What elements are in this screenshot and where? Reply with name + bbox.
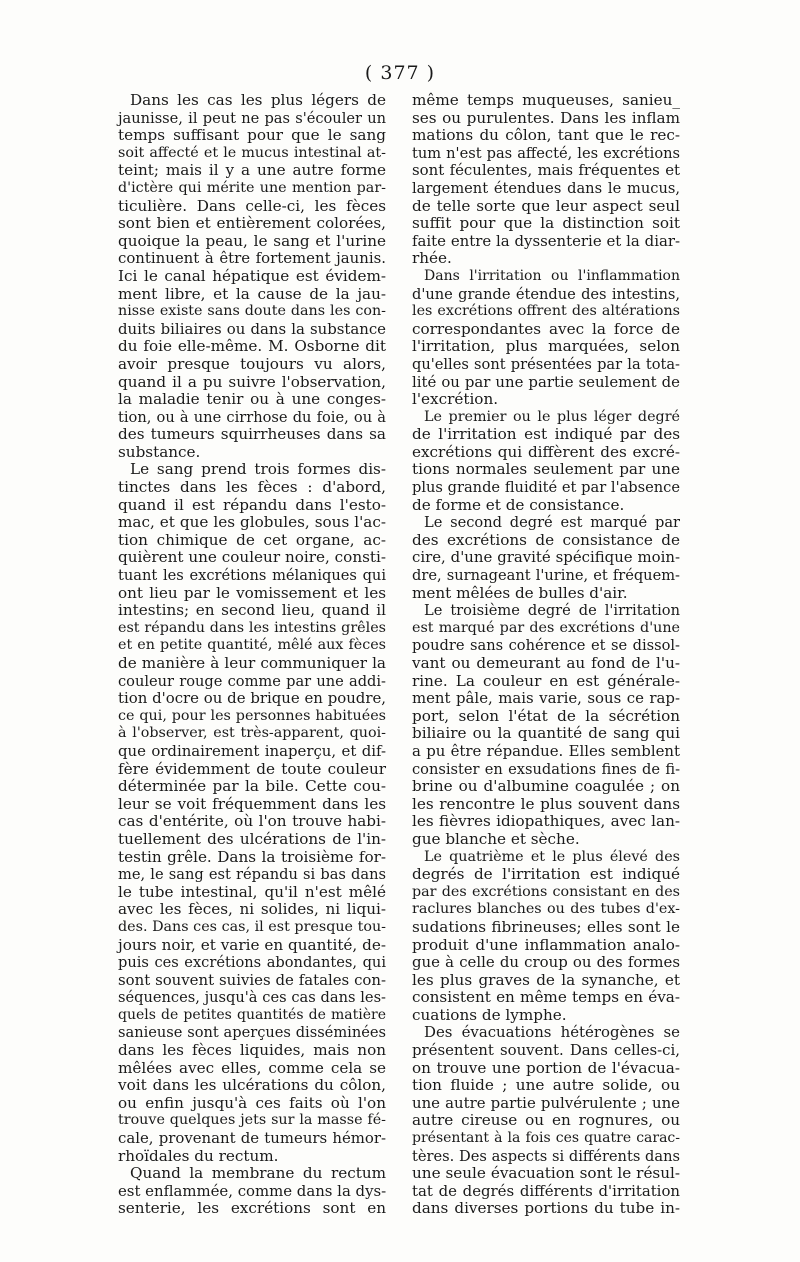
text-line: cire, d'une gravité spécifique moin-: [412, 548, 680, 567]
text-line: correspondantes avec la force de: [412, 319, 680, 338]
text-line: tat de degrés différents d'irritation: [412, 1181, 680, 1200]
text-line: poudre sans cohérence et se dissol-: [412, 637, 680, 655]
text-line: suffit pour que la distinction soit: [412, 214, 680, 233]
text-line: de telle sorte que leur aspect seul: [412, 196, 680, 215]
text-line: cas d'entérite, où l'on trouve habi-: [118, 812, 386, 831]
text-line: mêlées avec elles, comme cela se: [118, 1058, 386, 1077]
text-line: senterie, les excrétions sont en: [118, 1199, 386, 1218]
text-line: ment mêlées de bulles d'air.: [412, 583, 628, 602]
text-line: à l'observer, est très-apparent, quoi-: [118, 725, 386, 742]
text-line: nisse existe sans doute dans les con-: [118, 303, 386, 320]
text-line: tion d'ocre ou de brique en poudre,: [118, 689, 386, 708]
text-line: ses ou purulentes. Dans les inflam: [412, 108, 680, 127]
text-line: mac, et que les globules, sous l'ac-: [118, 513, 386, 532]
text-line: Ici le canal hépatique est évidem-: [118, 266, 386, 285]
text-line: sont féculentes, mais fréquentes et: [412, 161, 680, 180]
text-line: l'excrétion.: [412, 390, 499, 409]
text-line: temps suffisant pour que le sang: [118, 126, 386, 145]
text-line: consistent en même temps en éva-: [412, 988, 680, 1007]
text-line: raclures blanches ou des tubes d'ex-: [412, 901, 680, 918]
text-line: d'une grande étendue des intestins,: [412, 285, 680, 303]
text-line: des. Dans ces cas, il est presque tou-: [118, 918, 386, 935]
text-line: Le second degré est marqué par: [424, 514, 680, 532]
text-line: l'irritation, plus marquées, selon: [412, 337, 680, 356]
text-line: rhée.: [412, 249, 452, 268]
text-line: fère évidemment de toute couleur: [118, 759, 386, 778]
text-line: de manière à leur communiquer la: [118, 654, 386, 672]
text-line: largement étendues dans le mucus,: [412, 179, 680, 197]
text-line: continuent à être fortement jaunis.: [118, 249, 386, 268]
text-line: les plus graves de la synanche, et: [412, 970, 680, 989]
text-line: testin grêle. Dans la troisième for-: [118, 847, 386, 866]
text-line: avec les fèces, ni solides, ni liqui-: [118, 900, 386, 919]
text-line: le tube intestinal, qu'il n'est mêlé: [118, 882, 386, 901]
text-line: port, selon l'état de la sécrétion: [412, 706, 680, 725]
text-line: on trouve une portion de l'évacua-: [412, 1058, 680, 1077]
text-line: les rencontre le plus souvent dans: [412, 794, 680, 813]
text-line: produit d'une inflammation analo-: [412, 935, 680, 954]
text-line: d'ictère qui mérite une mention par-: [118, 179, 386, 196]
text-line: rhoïdales du rectum.: [118, 1146, 279, 1165]
right-column: [412, 92, 680, 1218]
text-line: tuant les excrétions mélaniques qui: [118, 567, 386, 585]
text-line: est marqué par des excrétions d'une: [412, 619, 680, 636]
text-line: et en petite quantité, mêlé aux fèces: [118, 637, 386, 654]
text-line: quels de petites quantités de matière: [118, 1006, 386, 1023]
text-line: une seule évacuation sont le résul-: [412, 1164, 680, 1183]
text-line: couleur rouge comme par une addi-: [118, 672, 386, 690]
text-line: par des excrétions consistant en des: [412, 883, 680, 900]
text-line: Le sang prend trois formes dis-: [130, 460, 386, 479]
text-line: teint; mais il y a une autre forme: [118, 161, 386, 180]
text-line: sanieuse sont aperçues disséminées: [118, 1024, 386, 1042]
text-line: duits biliaires ou dans la substance: [118, 319, 386, 338]
text-line: trouve quelques jets sur la masse fé-: [118, 1112, 386, 1129]
text-line: vant ou demeurant au fond de l'u-: [412, 654, 680, 672]
text-line: Le quatrième et le plus élevé des: [424, 848, 680, 865]
text-line: une autre partie pulvérulente ; une: [412, 1093, 680, 1112]
text-line: Des évacuations hétérogènes se: [424, 1023, 680, 1042]
text-line: qu'elles sont présentées par la tota-: [412, 355, 680, 373]
text-line: ont lieu par le vomissement et les: [118, 583, 386, 602]
text-line: intestins; en second lieu, quand il: [118, 601, 386, 620]
text-line: faite entre la dyssenterie et la diar-: [412, 231, 680, 250]
text-line: sont bien et entièrement colorées,: [118, 214, 386, 233]
text-line: ou enfin jusqu'à ces faits où l'on: [118, 1093, 386, 1112]
text-line: brine ou d'albumine coagulée ; on: [412, 777, 680, 796]
text-line: tum n'est pas affecté, les excrétions: [412, 144, 680, 162]
text-line: leur se voit fréquemment dans les: [118, 794, 386, 813]
text-line: biliaire ou la quantité de sang qui: [412, 724, 680, 743]
text-line: Le troisième degré de l'irritation: [424, 602, 680, 620]
text-line: ment pâle, mais varie, sous ce rap-: [412, 689, 680, 708]
text-line: dans diverses portions du tube in-: [412, 1199, 680, 1218]
text-line: est répandu dans les intestins grêles: [118, 619, 386, 636]
text-line: jours noir, et varie en quantité, de-: [118, 935, 386, 954]
text-line: de l'irritation est indiqué par des: [412, 425, 680, 444]
text-line: puis ces excrétions abondantes, qui: [118, 954, 386, 972]
text-line: Dans les cas les plus légers de: [130, 91, 386, 109]
text-line: la maladie tenir ou à une conges-: [118, 390, 386, 409]
text-line: quoique la peau, le sang et l'urine: [118, 231, 386, 250]
text-line: tions normales seulement par une: [412, 460, 680, 479]
text-line: déterminée par la bile. Cette cou-: [118, 777, 386, 796]
text-line: me, le sang est répandu si bas dans: [118, 866, 386, 884]
text-line: dre, surnageant l'urine, et fréquem-: [412, 567, 680, 585]
text-line: du foie elle-même. M. Osborne dit: [118, 337, 386, 356]
page-number: ( 377 ): [364, 62, 436, 84]
text-line: tuellement des ulcérations de l'in-: [118, 829, 386, 848]
text-line: voit dans les ulcérations du côlon,: [118, 1076, 386, 1095]
text-line: est enflammée, comme dans la dys-: [118, 1181, 387, 1200]
text-line: quièrent une couleur noire, consti-: [118, 548, 386, 567]
text-line: a pu être répandue. Elles semblent: [412, 741, 680, 760]
text-line: gue blanche et sèche.: [412, 829, 580, 848]
text-line: lité ou par une partie seulement de: [412, 372, 680, 391]
text-line: de forme et de consistance.: [412, 495, 625, 514]
text-line: sont souvent suivies de fatales con-: [118, 970, 386, 989]
text-line: rine. La couleur en est générale-: [412, 671, 680, 690]
text-line: mations du côlon, tant que le rec-: [412, 126, 680, 145]
left-column: [118, 92, 386, 1218]
text-line: Dans l'irritation ou l'inflammation: [424, 267, 680, 284]
text-line: sudations fibrineuses; elles sont le: [412, 917, 680, 936]
text-line: des tumeurs squirrheuses dans sa: [118, 425, 386, 444]
text-line: Le premier ou le plus léger degré: [424, 408, 680, 425]
text-line: quand il a pu suivre l'observation,: [118, 372, 386, 391]
text-line: ce qui, pour les personnes habituées: [118, 707, 386, 724]
text-line: plus grande fluidité et par l'absence: [412, 479, 680, 497]
text-line: tion fluide ; une autre solide, ou: [412, 1076, 680, 1095]
text-line: autre cireuse ou en rognures, ou: [412, 1111, 680, 1130]
text-line: dans les fèces liquides, mais non: [118, 1041, 386, 1060]
text-line: quand il est répandu dans l'esto-: [118, 495, 386, 514]
text-line: présentant à la fois ces quatre carac-: [412, 1130, 680, 1147]
text-line: tion chimique de cet organe, ac-: [118, 530, 386, 549]
text-line: jaunisse, il peut ne pas s'écouler un: [118, 109, 386, 127]
text-line: présentent souvent. Dans celles-ci,: [412, 1041, 680, 1060]
text-line: excrétions qui diffèrent des excré-: [412, 442, 680, 461]
text-line: ment libre, et la cause de la jau-: [118, 284, 386, 303]
text-line: soit affecté et le mucus intestinal at-: [118, 144, 386, 161]
text-line: tion, ou à une cirrhose du foie, ou à: [118, 408, 386, 426]
text-line: les excrétions offrent des altérations: [412, 303, 680, 320]
text-line: tères. Des aspects si différents dans: [412, 1147, 680, 1165]
text-line: les fièvres idiopathiques, avec lan-: [412, 812, 680, 831]
text-line: que ordinairement inaperçu, et dif-: [118, 741, 386, 760]
text-line: des excrétions de consistance de: [412, 530, 680, 549]
text-line: gue à celle du croup ou des formes: [412, 953, 680, 972]
text-line: substance.: [118, 442, 201, 461]
text-line: séquences, jusqu'à ces cas dans les-: [118, 989, 386, 1007]
text-line: consister en exsudations fines de fi-: [412, 760, 680, 778]
text-line: cuations de lymphe.: [412, 1005, 567, 1024]
text-line: ticulière. Dans celle-ci, les fèces: [118, 196, 386, 215]
text-line: degrés de l'irritation est indiqué: [412, 865, 680, 884]
text-line: même temps muqueuses, sanieu_: [412, 91, 680, 109]
text-line: tinctes dans les fèces : d'abord,: [118, 478, 386, 497]
text-line: Quand la membrane du rectum: [130, 1164, 386, 1183]
text-line: avoir presque toujours vu alors,: [118, 354, 386, 373]
text-line: cale, provenant de tumeurs hémor-: [118, 1129, 386, 1148]
